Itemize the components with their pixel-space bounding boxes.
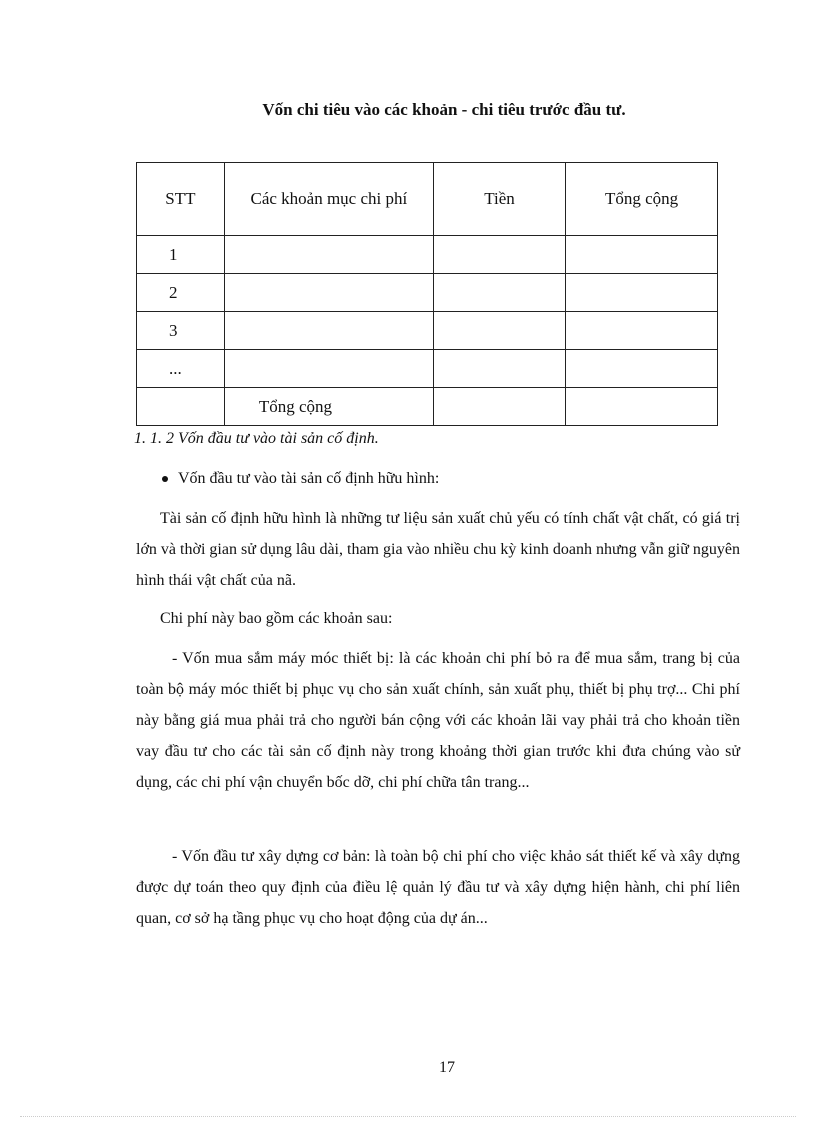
row-total xyxy=(566,350,718,388)
total-row-stt xyxy=(137,388,225,426)
table-total-row xyxy=(137,388,718,426)
table-row xyxy=(137,274,718,312)
total-row-money xyxy=(433,388,565,426)
page-number: 17 xyxy=(439,1059,455,1076)
table-header-row xyxy=(137,163,718,236)
header-stt: STT xyxy=(137,163,225,236)
row-total xyxy=(566,274,718,312)
section-caption: 1. 1. 2 Vốn đầu tư vào tài sản cố định. xyxy=(134,430,379,447)
row-stt: 2 xyxy=(137,274,225,312)
bullet-dot-icon xyxy=(162,476,168,482)
row-money xyxy=(433,274,565,312)
bullet-text: Vốn đầu tư vào tài sản cố định hữu hình: xyxy=(178,470,440,487)
page-title: Vốn chi tiêu vào các khoản - chi tiêu trước đầu tư. xyxy=(262,100,626,119)
paragraph-intro: Chi phí này bao gồm các khoản sau: xyxy=(160,610,393,627)
row-stt: ... xyxy=(137,350,225,388)
total-row-label: Tổng cộng xyxy=(224,388,433,426)
row-stt: 1 xyxy=(137,236,225,274)
table-row xyxy=(137,312,718,350)
header-money: Tiền xyxy=(433,163,565,236)
row-money xyxy=(433,236,565,274)
page-bottom-divider xyxy=(20,1116,796,1117)
cost-table xyxy=(136,162,718,426)
row-money xyxy=(433,312,565,350)
total-row-total xyxy=(566,388,718,426)
header-total: Tổng cộng xyxy=(566,163,718,236)
paragraph-construction: - Vốn đầu tư xây dựng cơ bản: là toàn bộ chi phí cho việc khảo sát thiết kế và xây dựng được dự toán theo quy định của điều lệ quản lý đầu tư và xây dựng hiện hành, chi phí liên quan, cơ sở hạ tầng phục vụ cho hoạt động của dự án... xyxy=(136,848,740,927)
paragraph-definition: Tài sản cố định hữu hình là những tư liệu sản xuất chủ yếu có tính chất vật chất, có giá trị lớn và thời gian sử dụng lâu dài, tham gia vào nhiều chu kỳ kinh doanh nhưng vẫn giữ nguyên hình thái vật chất của nã. xyxy=(136,510,740,589)
row-cost-item xyxy=(224,350,433,388)
row-stt: 3 xyxy=(137,312,225,350)
row-cost-item xyxy=(224,312,433,350)
row-total xyxy=(566,236,718,274)
header-cost-items: Các khoản mục chi phí xyxy=(224,163,433,236)
bullet-item xyxy=(162,470,439,488)
row-money xyxy=(433,350,565,388)
paragraph-equipment: - Vốn mua sắm máy móc thiết bị: là các khoản chi phí bỏ ra để mua sắm, trang bị của toàn bộ máy móc thiết bị phục vụ cho sản xuất chính, sản xuất phụ, thiết bị phụ trợ... Chi phí này bằng giá mua phải trả cho người bán cộng với các khoản lãi vay phải trả cho khoản tiền vay đầu tư cho các tài sản cố định này trong khoảng thời gian trước khi đưa chúng vào sử dụng, các chi phí vận chuyển bốc dỡ, chi phí chữa tân trang... xyxy=(136,650,740,791)
table-row xyxy=(137,236,718,274)
row-total xyxy=(566,312,718,350)
table-row xyxy=(137,350,718,388)
row-cost-item xyxy=(224,236,433,274)
row-cost-item xyxy=(224,274,433,312)
